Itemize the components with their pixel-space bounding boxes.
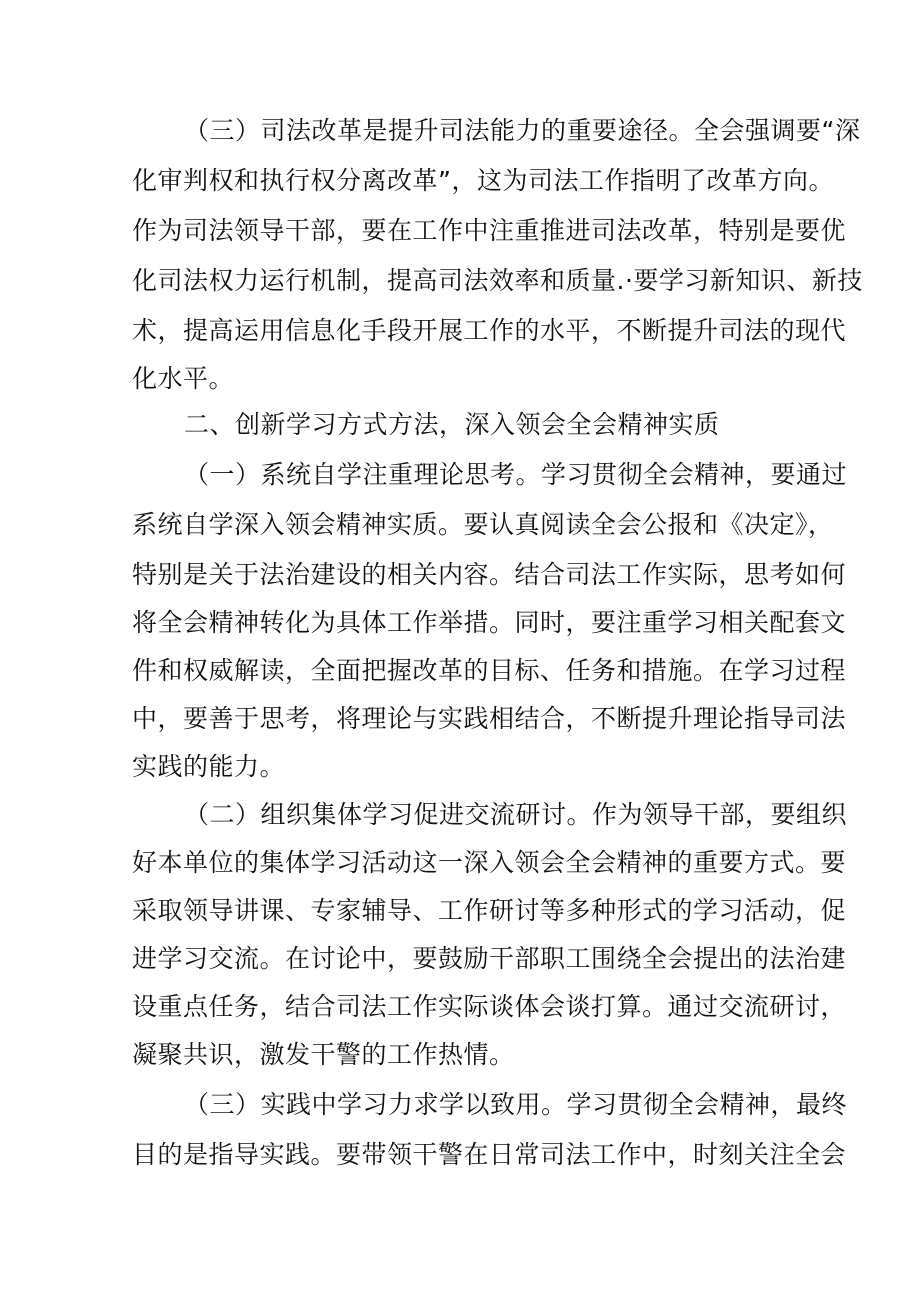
text-line: 特别是关于法治建设的相关内容。结合司法工作实际，思考如何 xyxy=(132,560,847,589)
text-line: 化水平。 xyxy=(132,364,235,393)
text-line: （三）实践中学习力求学以致用。学习贯彻全会精神，最终 xyxy=(184,1090,848,1119)
text-line: 化审判权和执行权分离改革”，这为司法工作指明了改革方向。 xyxy=(132,166,834,195)
text-line: 进学习交流。在讨论中，要鼓励干部职工围绕全会提出的法治建 xyxy=(132,944,847,973)
text-line: 件和权威解读，全面把握改革的目标、任务和措施。在学习过程 xyxy=(132,656,847,685)
text-line: （二）组织集体学习促进交流研讨。作为领导干部，要组织 xyxy=(184,800,848,829)
text-line: 作为司法领导干部，要在工作中注重推进司法改革，特别是要优 xyxy=(132,216,847,245)
text-line: 化司法权力运行机制，提高司法效率和质量.·要学习新知识、新技 xyxy=(132,266,863,295)
text-line: 将全会精神转化为具体工作举措。同时，要注重学习相关配套文 xyxy=(132,608,847,637)
text-line: 目的是指导实践。要带领干警在日常司法工作中，时刻关注全会 xyxy=(132,1140,847,1169)
text-line: （三）司法改革是提升司法能力的重要途径。全会强调要“深 xyxy=(184,116,861,145)
text-line: 中，要善于思考，将理论与实践相结合，不断提升理论指导司法 xyxy=(132,704,847,733)
text-line: 实践的能力。 xyxy=(132,752,286,781)
text-line: 系统自学深入领会精神实质。要认真阅读全会公报和《决定》， xyxy=(132,510,834,539)
text-line: 好本单位的集体学习活动这一深入领会全会精神的重要方式。要 xyxy=(132,848,847,877)
text-line: 术，提高运用信息化手段开展工作的水平，不断提升司法的现代 xyxy=(132,316,847,345)
section-heading: 二、创新学习方式方法，深入领会全会精神实质 xyxy=(184,410,720,439)
text-line: 凝聚共识，激发干警的工作热情。 xyxy=(132,1040,515,1069)
text-line: 采取领导讲课、专家辅导、工作研讨等多种形式的学习活动，促 xyxy=(132,896,847,925)
text-line: （一）系统自学注重理论思考。学习贯彻全会精神，要通过 xyxy=(184,460,848,489)
text-line: 设重点任务，结合司法工作实际谈体会谈打算。通过交流研讨， xyxy=(132,992,847,1021)
